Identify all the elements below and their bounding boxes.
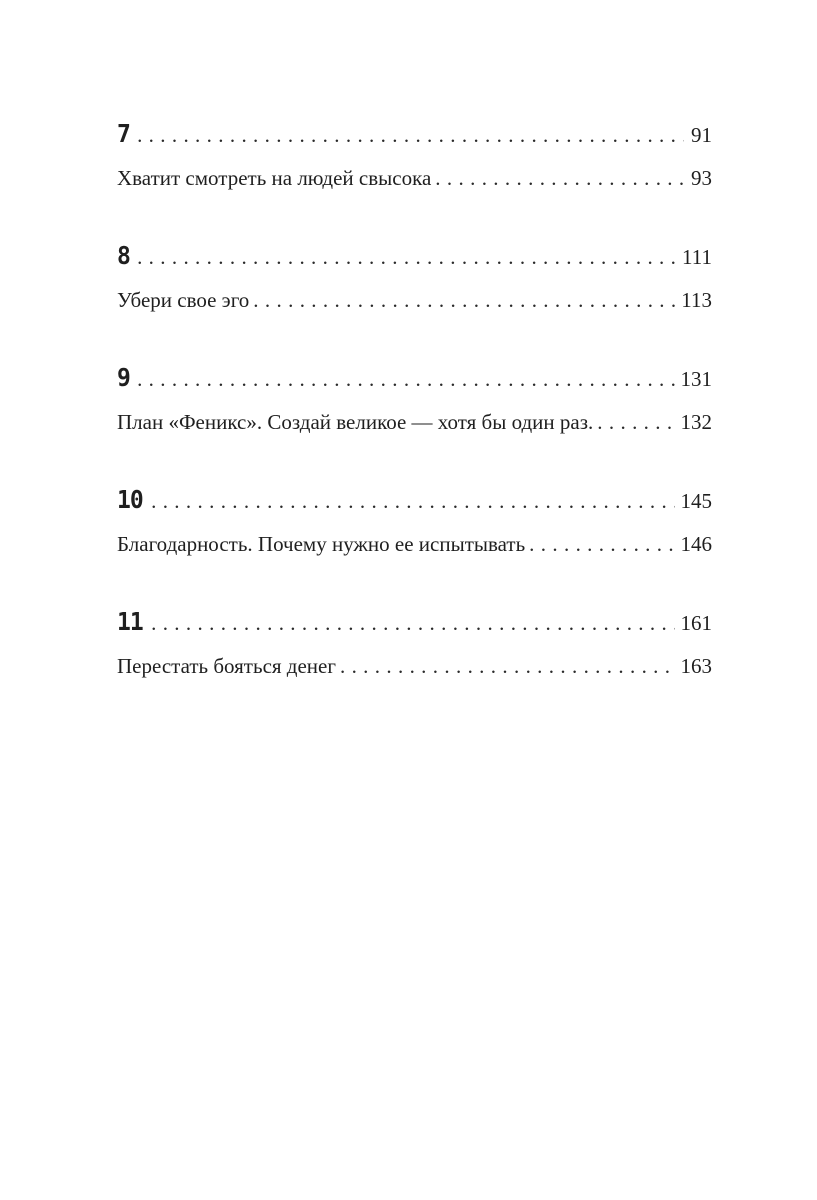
dot-leader	[151, 479, 674, 523]
chapter-number: 7	[117, 119, 130, 148]
entry-title: Благодарность. Почему нужно ее испытывать	[117, 532, 526, 556]
dot-leader	[597, 400, 674, 444]
chapter-number: 10	[117, 485, 143, 514]
entry-title: Хватит смотреть на людей свысока	[117, 166, 432, 190]
entry-row[interactable]	[117, 278, 712, 322]
toc-section-chapter-8	[117, 234, 712, 322]
dot-leader	[151, 601, 674, 645]
chapter-number: 8	[117, 241, 130, 270]
toc-section-chapter-7	[117, 112, 712, 200]
chapter-row[interactable]	[117, 600, 712, 644]
page-number: 91	[691, 123, 712, 147]
page-number: 163	[680, 654, 712, 678]
dot-leader	[137, 235, 676, 279]
page-number: 131	[680, 367, 712, 391]
page-number: 93	[691, 166, 712, 190]
page-number: 132	[680, 410, 712, 434]
entry-row[interactable]	[117, 156, 712, 200]
page-number: 145	[680, 489, 712, 513]
page-number: 161	[680, 611, 712, 635]
entry-row[interactable]	[117, 400, 712, 444]
entry-title: Убери свое эго	[117, 288, 250, 312]
entry-row[interactable]	[117, 644, 712, 688]
chapter-number: 9	[117, 363, 130, 392]
chapter-number: 11	[117, 607, 143, 636]
chapter-row[interactable]	[117, 234, 712, 278]
dot-leader	[435, 156, 684, 200]
dot-leader	[137, 357, 674, 401]
dot-leader	[137, 113, 684, 157]
chapter-row[interactable]	[117, 112, 712, 156]
toc-section-chapter-11	[117, 600, 712, 688]
dot-leader	[253, 278, 675, 322]
table-of-contents	[117, 112, 712, 722]
dot-leader	[529, 522, 674, 566]
entry-row[interactable]	[117, 522, 712, 566]
dot-leader	[340, 644, 675, 688]
chapter-row[interactable]	[117, 478, 712, 522]
toc-section-chapter-10	[117, 478, 712, 566]
chapter-row[interactable]	[117, 356, 712, 400]
toc-section-chapter-9	[117, 356, 712, 444]
page-number: 113	[681, 288, 712, 312]
entry-title: Перестать бояться денег	[117, 654, 336, 678]
page-number: 111	[682, 245, 712, 269]
page-number: 146	[680, 532, 712, 556]
entry-title: План «Феникс». Создай великое — хотя бы один раз.	[117, 410, 594, 434]
